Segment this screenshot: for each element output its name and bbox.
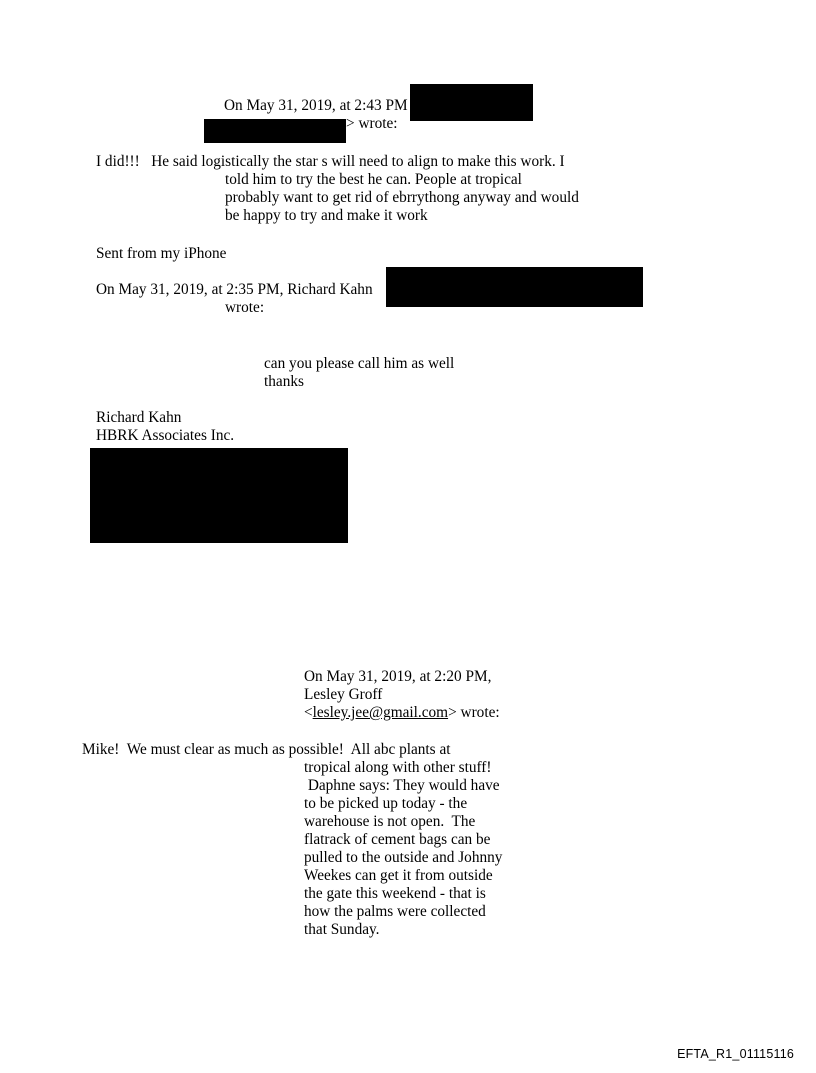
email3-body-line: flatrack of cement bags can be [304, 831, 491, 848]
email2-body-line: thanks [264, 373, 304, 390]
email3-body-line: how the palms were collected [304, 903, 486, 920]
email2-header-date: On May 31, 2019, at 2:35 PM, Richard Kahn [96, 281, 373, 298]
document-id: EFTA_R1_01115116 [677, 1047, 794, 1061]
email3-body-line: the gate this weekend - that is [304, 885, 486, 902]
email1-body-line: I did!!! He said logistically the star s will need to align to make this work. I [96, 153, 565, 170]
email1-header-date: On May 31, 2019, at 2:43 PM [224, 97, 408, 114]
email1-body-line: probably want to get rid of ebrrythong anyway and would [225, 189, 579, 206]
email2-header-wrote: wrote: [225, 299, 265, 316]
email2-signature-name: Richard Kahn [96, 409, 182, 426]
redaction-block [386, 267, 643, 307]
email1-body-line: told him to try the best he can. People at tropical [225, 171, 522, 188]
email3-body-line: tropical along with other stuff! [304, 759, 492, 776]
email3-body-line: Daphne says: They would have [304, 777, 500, 794]
redaction-block [410, 84, 533, 121]
email2-body-line: can you please call him as well [264, 355, 455, 372]
email1-body-line: be happy to try and make it work [225, 207, 428, 224]
email3-body-line: pulled to the outside and Johnny [304, 849, 503, 866]
redaction-block [90, 448, 348, 543]
email3-email-close: > wrote: [448, 704, 500, 721]
email2-signature-company: HBRK Associates Inc. [96, 427, 235, 444]
email3-header-date: On May 31, 2019, at 2:20 PM, [304, 668, 492, 685]
email3-body-line: to be picked up today - the [304, 795, 468, 812]
email3-sender-email [304, 704, 500, 723]
email3-email-link[interactable]: lesley.jee@gmail.com [312, 704, 449, 721]
email3-body-line: Weekes can get it from outside [304, 867, 493, 884]
email3-sender-name: Lesley Groff [304, 686, 383, 703]
email3-body-line: Mike! We must clear as much as possible! All abc plants at [82, 741, 451, 758]
email3-email-open: < [304, 704, 313, 721]
redaction-block [204, 119, 346, 143]
email1-header-wrote: > wrote: [346, 115, 398, 132]
email3-body-line: warehouse is not open. The [304, 813, 476, 830]
email3-body-line: that Sunday. [304, 921, 380, 938]
email1-signature: Sent from my iPhone [96, 245, 227, 262]
